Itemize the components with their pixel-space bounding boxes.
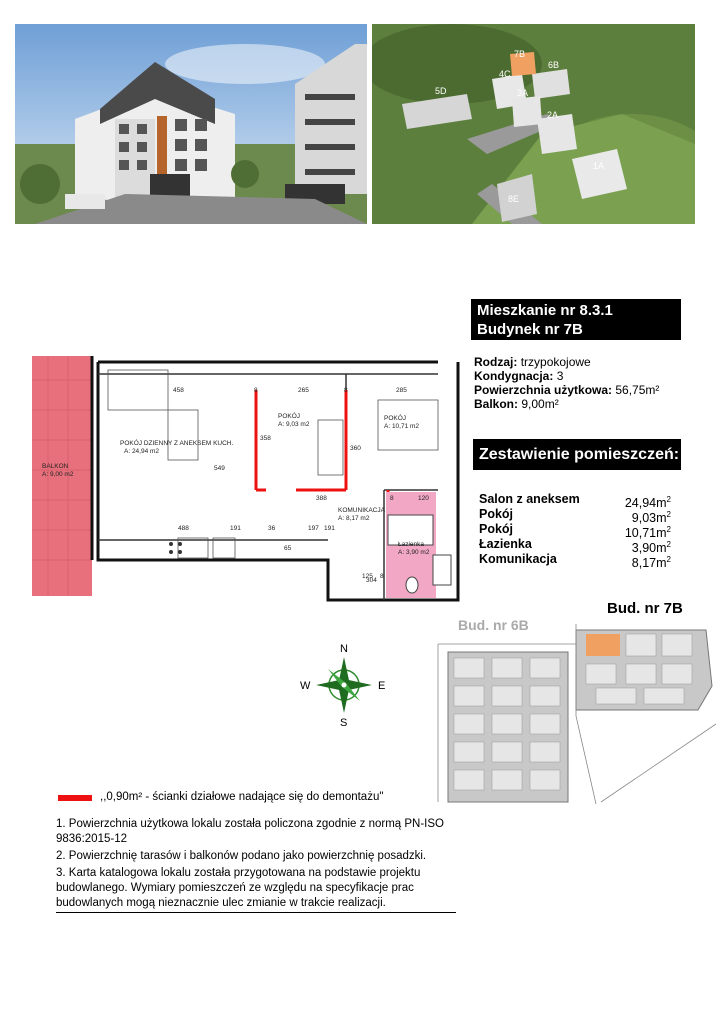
compass-n: N (340, 643, 348, 655)
apartment-number: Mieszkanie nr 8.3.1 (477, 302, 613, 319)
key-plan-label-6b: Bud. nr 6B (458, 617, 529, 633)
balkon-area: A: 9,00 m2 (42, 471, 74, 478)
bath-area: A: 3,90 m2 (398, 549, 430, 556)
room1-area: A: 9,03 m2 (278, 421, 310, 428)
site-label-1A: 1A (593, 161, 605, 171)
legend-text: ,,0,90m² - ścianki działowe nadające się do demontażu" (100, 791, 384, 803)
dim-458: 458 (173, 387, 184, 394)
dim-8a: 8 (254, 387, 258, 394)
site-label-3A: 3A (517, 88, 529, 98)
bottom-divider (56, 912, 456, 913)
dim-36: 36 (268, 525, 276, 532)
dim-191b: 191 (324, 525, 335, 532)
site-label-4C: 4C (499, 69, 511, 79)
room2-area: A: 10,71 m2 (384, 423, 420, 430)
room-row: Pokój $10,71m^2$ (479, 522, 671, 541)
hall-label: KOMUNIKACJA (338, 507, 385, 514)
compass-rose (298, 640, 398, 728)
site-label-7B: 7B (514, 49, 526, 59)
compass-w: W (300, 680, 311, 692)
dim-488: 488 (178, 525, 189, 532)
room-row: Komunikacja $8,17m^2$ (479, 552, 671, 571)
balkon-label: BALKON (42, 463, 69, 470)
living-area: A: 24,94 m2 (124, 448, 160, 455)
site-label-2A: 2A (547, 110, 559, 120)
dim-265: 265 (298, 387, 309, 394)
building-number: Budynek nr 7B (477, 321, 583, 338)
site-label-8E: 8E (508, 194, 520, 204)
dim-191a: 191 (230, 525, 241, 532)
floor-plan (28, 350, 460, 608)
room-row: Pokój $9,03m^2$ (479, 507, 671, 526)
rooms-heading: Zestawienie pomieszczeń: (473, 439, 681, 470)
dim-285: 285 (396, 387, 407, 394)
note-2: 2. Powierzchnię tarasów i balkonów podano jako powierzchnię posadzki. (56, 850, 427, 862)
dim-388: 388 (316, 495, 327, 502)
site-label-6B: 6B (548, 60, 560, 70)
spec-balcony: Balkon: 9,00m² (474, 397, 559, 411)
room1-label: POKÓJ (278, 413, 301, 420)
dim-8d: 8 (380, 573, 384, 580)
room2-label: POKÓJ (384, 415, 407, 422)
dim-197: 197 (308, 525, 319, 532)
compass-s: S (340, 717, 348, 728)
dim-358: 358 (260, 435, 271, 442)
room-row: Łazienka $3,90m^2$ (479, 537, 671, 556)
site-aerial-photo (372, 24, 695, 224)
dim-8c: 8 (390, 495, 394, 502)
room-row: Salon z aneksem $24,94m^2$ (479, 492, 671, 511)
compass-e: E (378, 680, 386, 692)
living-label: POKÓJ DZIENNY Z ANEKSEM KUCH. (120, 440, 234, 447)
dim-65: 65 (284, 545, 292, 552)
dim-125: 125 (362, 573, 373, 580)
spec-usable-area: Powierzchnia użytkowa: 56,75m² (474, 383, 660, 397)
demountable-wall-swatch (58, 795, 92, 801)
bath-label: Łazienka (398, 541, 425, 548)
dim-120: 120 (418, 495, 429, 502)
site-label-5D: 5D (435, 86, 447, 96)
key-plan (436, 624, 716, 804)
apartment-title-box (471, 299, 681, 340)
spec-floor: Kondygnacja: 3 (474, 369, 564, 383)
building-render-photo (15, 24, 367, 224)
note-3: 3. Karta katalogowa lokalu została przygotowana na podstawie projektu budowlanego. Wymiary pomieszczeń ze względu na specyfikacje prac budowlanych mogą nieznacznie ulec zmianie w trakcie realizacji. (56, 867, 421, 909)
hall-area: A: 8,17 m2 (338, 515, 370, 522)
dim-304: 304 (366, 577, 377, 584)
dim-360: 360 (350, 445, 361, 452)
spec-type: Rodzaj: trzypokojowe (474, 355, 591, 369)
key-plan-label-7b: Bud. nr 7B (607, 600, 683, 617)
dim-8b: 8 (344, 387, 348, 394)
note-1: 1. Powierzchnia użytkowa lokalu została policzona zgodnie z normą PN-ISO 9836:2015-12 (56, 818, 444, 845)
dim-549: 549 (214, 465, 225, 472)
